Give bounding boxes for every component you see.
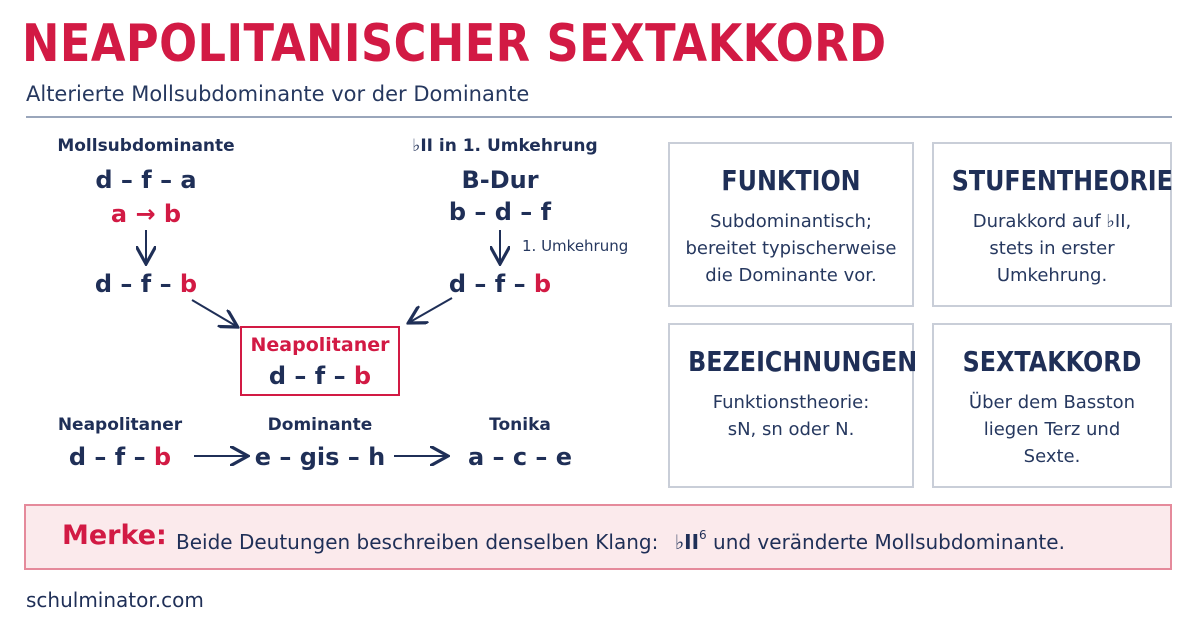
progression-label-dominant: Dominante [267,415,373,435]
progression-label-neapolitan: Neapolitaner [57,415,183,435]
card-text: Subdominantisch; bereitet typischerweise die Dominante vor. [685,211,897,286]
left-chord: d – f – a [95,166,197,194]
merke-box [24,504,1172,570]
card-stufentheorie [932,142,1172,307]
neapolitan-chord-base: d – f – [268,362,354,390]
neapolitan-label: Neapolitaner [250,334,390,356]
card-bezeichnungen [668,323,918,488]
left-alteration [56,200,236,228]
alteration-arrow-icon: → [135,200,156,228]
card-funktion [668,142,914,307]
right-chord: b – d – f [448,198,552,226]
neapolitan-box [240,326,400,396]
left-result [56,270,236,298]
progression-chord-neapolitan-base: d – f – [68,443,154,471]
card-text: Durakkord auf ♭II, stets in erster Umkehrung. [972,211,1132,286]
left-result-note: b [179,270,198,298]
progression-chord-neapolitan-note: b [153,443,172,471]
merke-statement: Beide Deutungen beschreiben denselben Klang: [176,530,659,554]
card-text: Funktionstheorie: sN, sn oder N. [712,392,870,440]
right-label: ♭II in 1. Umkehrung [412,136,598,156]
right-result [410,270,590,298]
right-result-base: d – f – [448,270,534,298]
neapolitan-chord-note: b [353,362,372,390]
merke-text-after: und veränderte Mollsubdominante. [713,530,1065,554]
merke-text [176,528,1065,554]
progression-label-tonic: Tonika [489,415,551,435]
progression-chord-neapolitan [40,443,200,471]
card-sextakkord [932,323,1172,488]
card-text: Über dem Basston liegen Terz und Sexte. [968,392,1136,467]
page-title: NEAPOLITANISCHER SEXTAKKORD [22,14,887,74]
footer-site: schulminator.com [26,588,204,612]
right-result-note: b [533,270,552,298]
merke-label: Merke: [62,520,167,551]
left-result-base: d – f – [94,270,180,298]
progression-chord-tonic: a – c – e [467,443,573,471]
card-title: FUNKTION [721,164,861,197]
merke-formula: $♭II^6$ [674,528,707,554]
alteration-from: a [110,200,128,228]
left-label: Mollsubdominante [57,136,235,156]
card-title: BEZEICHNUNGEN [688,345,918,378]
progression-chord-dominant: e – gis – h [254,443,386,471]
right-chord-name: B-Dur [461,166,539,194]
left-diagonal-arrow [192,300,236,326]
card-title: STUFENTHEORIE [951,164,1173,197]
card-title: SEXTAKKORD [962,345,1142,378]
alteration-to: b [163,200,182,228]
right-diagonal-arrow [410,298,452,322]
right-inversion-note: 1. Umkehrung [522,237,629,255]
page-subtitle: Alterierte Mollsubdominante vor der Dominante [26,82,530,106]
neapolitan-chord [242,362,398,390]
